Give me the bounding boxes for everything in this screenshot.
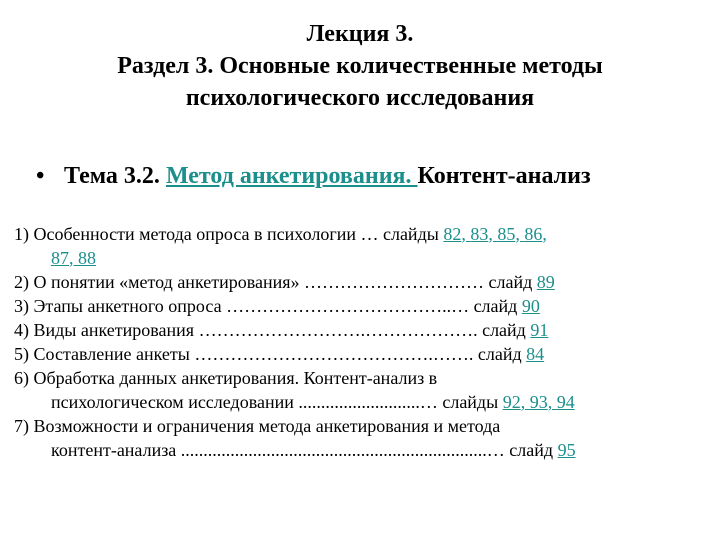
title-line-2: Раздел 3. Основные количественные методы xyxy=(117,53,603,79)
item-text: 5) Составление анкеты ………………………………….……. слайд xyxy=(14,344,527,364)
topic-suffix: Контент-анализ xyxy=(417,163,591,189)
item-text: психологическом исследовании ...........................… слайды xyxy=(51,392,503,412)
list-item xyxy=(14,414,704,438)
topic-prefix: Тема 3.2. xyxy=(64,163,166,189)
slide-link[interactable]: 93 xyxy=(529,392,548,412)
item-text: 2) О понятии «метод анкетирования» ………………………… слайд xyxy=(14,272,537,292)
list-item: 1) Особенности метода опроса в психологии … слайды 82, 83, 85, 86, xyxy=(14,224,547,244)
slide-link[interactable]: 91 xyxy=(530,320,549,340)
item-text: 6) Обработка данных анкетирования. Контент-анализ в xyxy=(14,368,438,388)
list-item xyxy=(14,318,704,342)
slide-link[interactable]: 83 xyxy=(470,224,489,244)
list-item xyxy=(14,294,704,318)
slide-link[interactable]: 90 xyxy=(521,296,540,316)
list-item xyxy=(14,366,704,390)
slide-link[interactable]: 88 xyxy=(78,248,96,268)
contents-list xyxy=(14,222,704,462)
item-text: контент-анализа ....................................................................… слайд xyxy=(51,440,558,460)
slide-link[interactable]: 94 xyxy=(556,392,575,412)
list-item-continuation xyxy=(14,438,704,462)
item-text: 3) Этапы анкетного опроса ………………………………..… слайд xyxy=(14,296,522,316)
slide-link[interactable]: 85 xyxy=(497,224,516,244)
slide-title xyxy=(0,18,720,114)
item-text: 4) Виды анкетирования ……………………….………………. слайд xyxy=(14,320,531,340)
slide-link[interactable]: 92 xyxy=(502,392,521,412)
item-text: 1) Особенности метода опроса в психологии … слайды xyxy=(14,224,444,244)
item-text: 7) Возможности и ограничения метода анкетирования и метода xyxy=(14,416,501,436)
slide-link[interactable]: 89 xyxy=(536,272,555,292)
list-item-continuation: 87, 88 xyxy=(51,248,96,268)
title-line-3: психологического исследования xyxy=(185,85,535,111)
bullet-icon: • xyxy=(36,163,45,189)
slide-link[interactable]: 84 xyxy=(526,344,545,364)
list-item-continuation: психологическом исследовании ...........................… слайды 92, 93, 94 xyxy=(51,392,575,412)
list-item xyxy=(14,270,704,294)
slide-link[interactable]: 82 xyxy=(443,224,462,244)
topic-link[interactable]: Метод анкетирования. xyxy=(165,163,418,189)
topic-heading xyxy=(36,160,716,192)
slide-link[interactable]: 87 xyxy=(51,248,69,268)
title-line-1: Лекция 3. xyxy=(306,21,414,47)
slide-link[interactable]: 95 xyxy=(557,440,576,460)
slide-link[interactable]: 86 xyxy=(524,224,543,244)
list-item xyxy=(14,342,704,366)
